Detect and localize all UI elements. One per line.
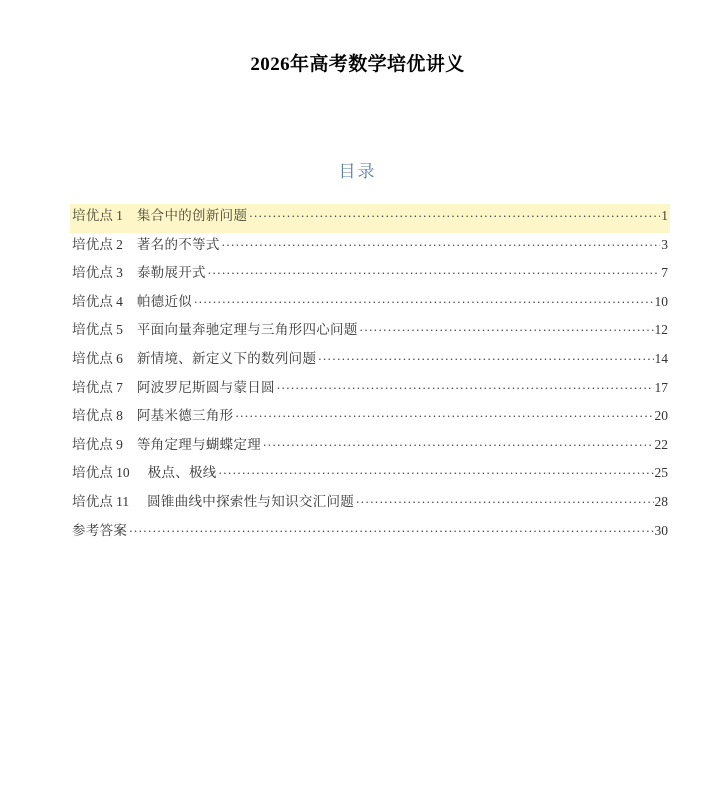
toc-entry[interactable] (70, 490, 670, 519)
toc-entry-number: 10 (116, 465, 130, 481)
toc-entry-number: 8 (116, 408, 123, 424)
toc-entry[interactable] (70, 233, 670, 262)
toc-entry[interactable] (70, 433, 670, 462)
toc-entry-title: 泰勒展开式 (136, 265, 206, 281)
toc-entry-title: 帕德近似 (136, 293, 193, 309)
toc-entry-title: 著名的不等式 (136, 236, 220, 252)
toc-heading: 目录 (338, 162, 377, 181)
toc-entry-page-number: 1 (661, 208, 668, 223)
toc-entry-page-number: 25 (654, 465, 668, 481)
toc-entry-page-number: 30 (654, 522, 668, 538)
toc-entry-label: 培优点 (72, 465, 114, 481)
toc-dot-leader (222, 236, 661, 249)
toc-entry-number: 7 (116, 379, 123, 395)
toc-entry[interactable] (70, 290, 670, 319)
toc-dot-leader (360, 321, 654, 334)
toc-entry-label: 培优点 (72, 379, 114, 395)
page-title: 2026年高考数学培优讲义 (250, 54, 465, 75)
toc-entry-label: 培优点 (72, 436, 114, 452)
toc-dot-leader (356, 493, 653, 506)
toc-entry-page-number: 20 (654, 408, 668, 424)
toc-entry-label: 培优点 (72, 236, 114, 252)
toc-entry[interactable] (70, 261, 670, 290)
toc-entry-title: 圆锥曲线中探索性与知识交汇问题 (147, 493, 355, 509)
toc-dot-leader (208, 264, 660, 277)
toc-entry-title: 参考答案 (72, 522, 128, 538)
toc-entry-title: 平面向量奔驰定理与三角形四心问题 (136, 322, 358, 338)
toc-entry[interactable] (70, 376, 670, 405)
toc-entry-title: 阿波罗尼斯圆与蒙日圆 (136, 379, 275, 395)
table-of-contents (70, 204, 670, 547)
toc-entry-page-number: 12 (654, 322, 668, 338)
toc-entry-page-number: 28 (654, 493, 668, 509)
toc-entry-page-number: 10 (654, 293, 668, 309)
toc-entry-title: 等角定理与蝴蝶定理 (136, 436, 262, 452)
toc-entry-page-number: 3 (661, 236, 668, 252)
toc-entry[interactable] (70, 318, 670, 347)
toc-entry-number: 11 (116, 493, 130, 509)
toc-entry-label: 培优点 (72, 265, 114, 281)
toc-entry-label: 培优点 (72, 208, 114, 223)
toc-entry-title: 新情境、新定义下的数列问题 (136, 350, 317, 366)
toc-entry-number: 1 (116, 208, 123, 223)
toc-entry-page-number: 22 (654, 436, 668, 452)
toc-dot-leader (318, 350, 653, 363)
toc-dot-leader (129, 522, 653, 535)
toc-entry-page-number: 14 (654, 350, 668, 366)
toc-entry[interactable] (70, 461, 670, 490)
toc-dot-leader (219, 464, 654, 477)
toc-entry-number: 5 (116, 322, 123, 338)
toc-dot-leader (263, 436, 653, 449)
toc-entry-title: 阿基米德三角形 (136, 408, 234, 424)
toc-entry-number: 3 (116, 265, 123, 281)
toc-entry[interactable] (70, 519, 670, 548)
toc-entry-number: 4 (116, 293, 123, 309)
toc-dot-leader (249, 207, 660, 220)
toc-entry-number: 9 (116, 436, 123, 452)
toc-entry[interactable] (70, 204, 670, 233)
toc-entry-label: 培优点 (72, 493, 114, 509)
toc-entry-label: 培优点 (72, 408, 114, 424)
toc-entry-number: 6 (116, 350, 123, 366)
toc-entry-page-number: 7 (661, 265, 668, 281)
toc-entry[interactable] (70, 404, 670, 433)
toc-entry[interactable] (70, 347, 670, 376)
toc-dot-leader (194, 293, 653, 306)
toc-entry-label: 培优点 (72, 293, 114, 309)
toc-entry-page-number: 17 (654, 379, 668, 395)
toc-dot-leader (277, 379, 654, 392)
toc-entry-label: 培优点 (72, 350, 114, 366)
toc-dot-leader (235, 407, 653, 420)
toc-entry-number: 2 (116, 236, 123, 252)
toc-entry-label: 培优点 (72, 322, 114, 338)
toc-entry-title: 集合中的创新问题 (136, 208, 248, 223)
toc-entry-title: 极点、极线 (147, 465, 217, 481)
